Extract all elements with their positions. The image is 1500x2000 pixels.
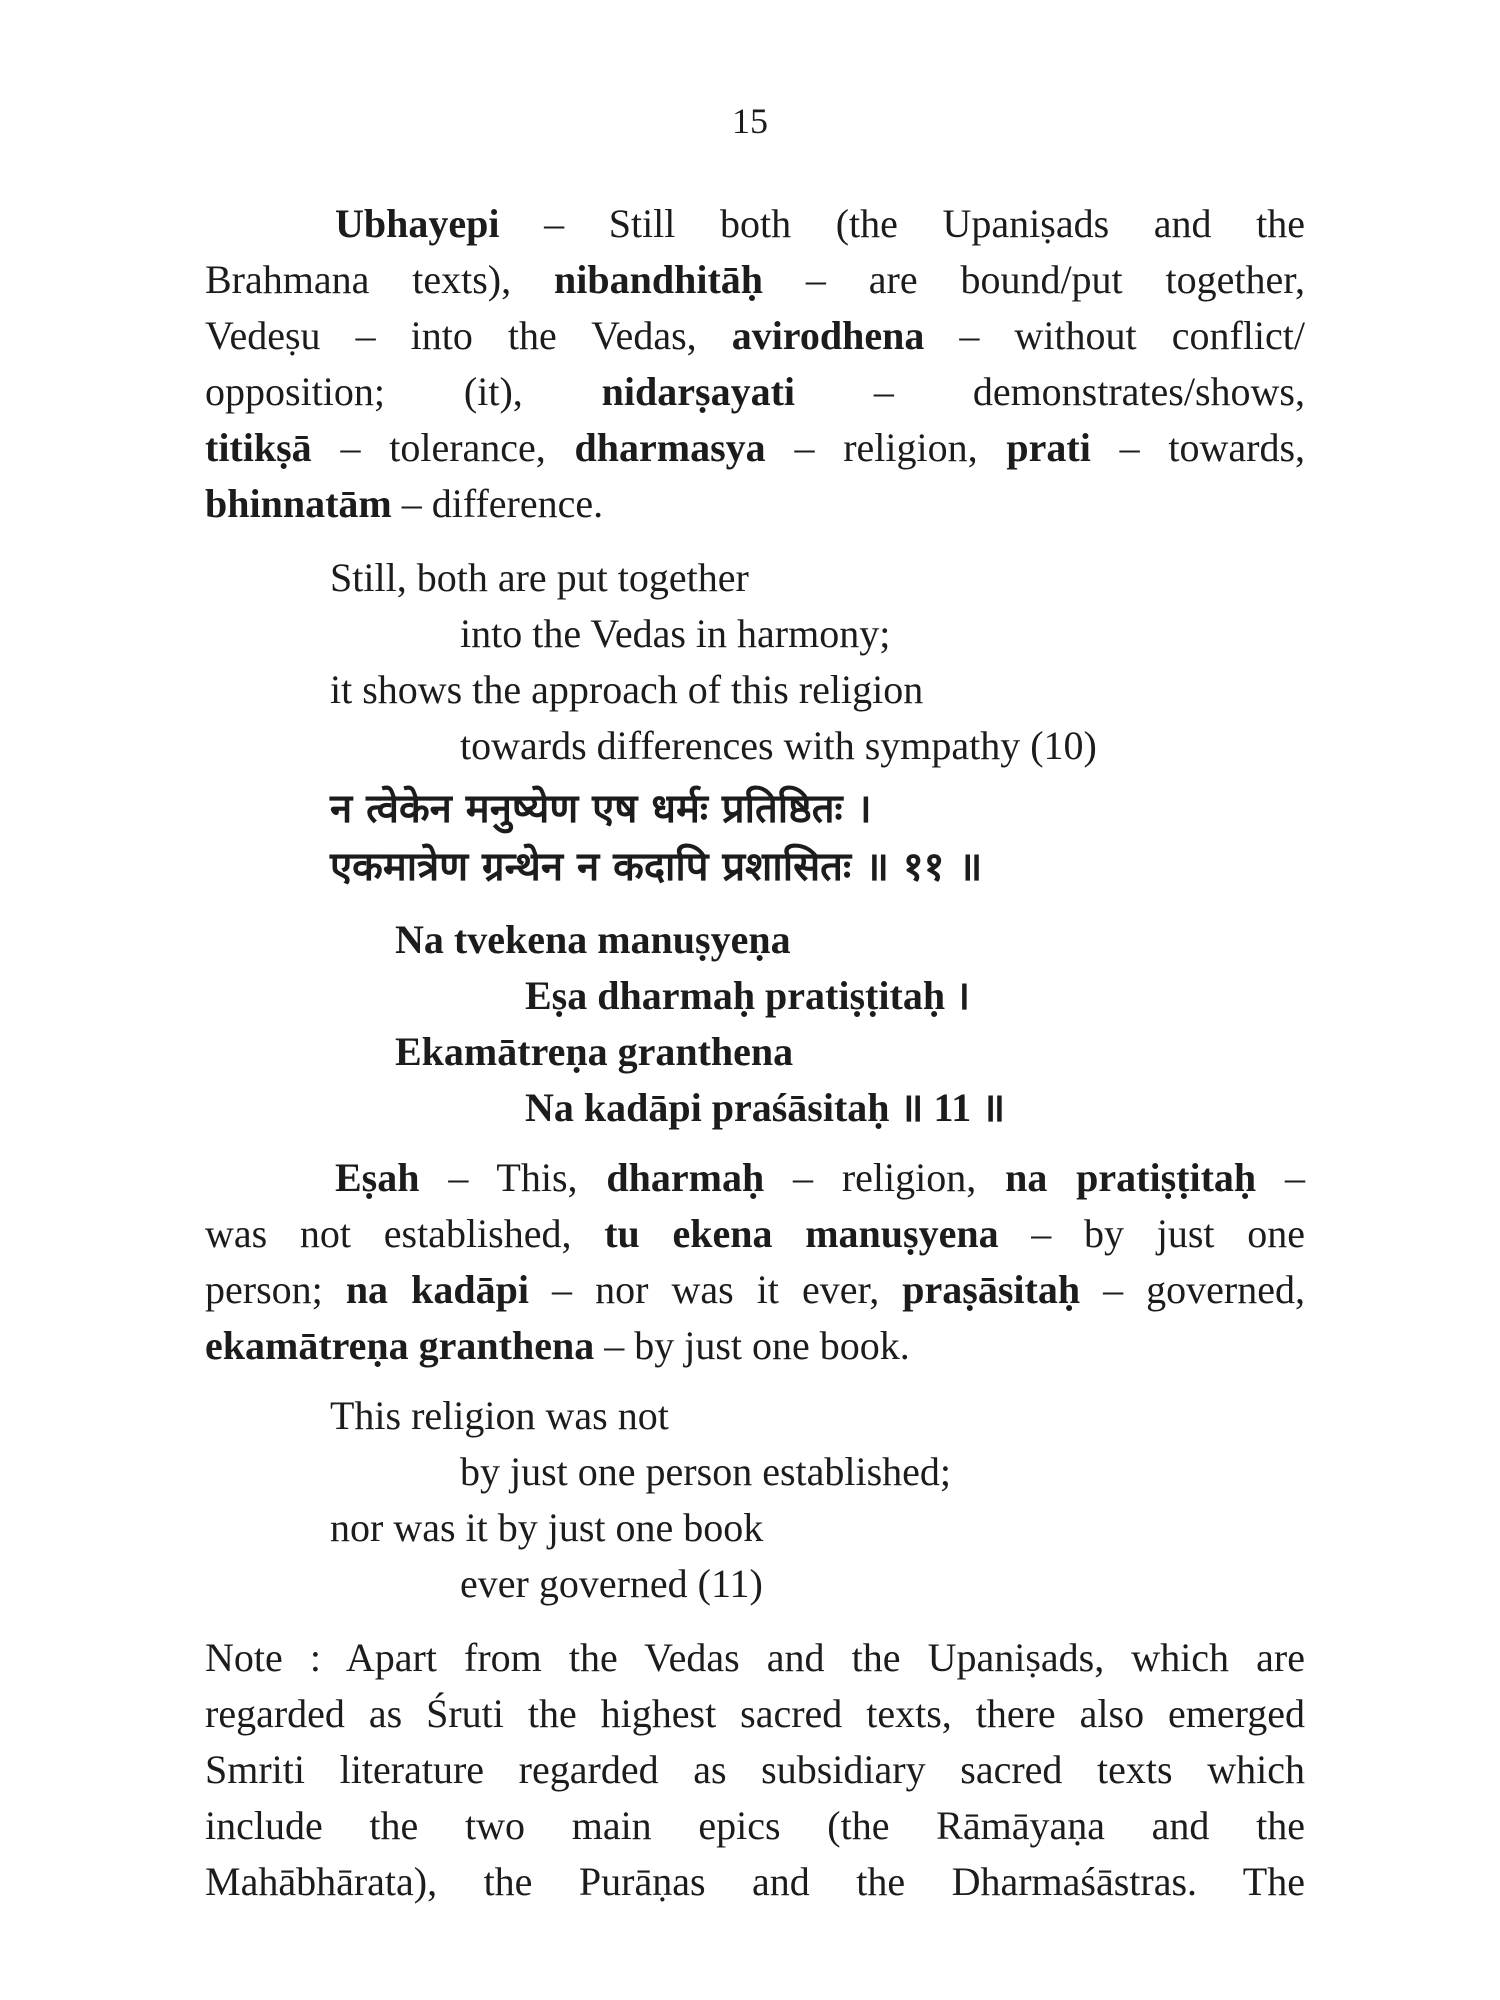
note-line: Smriti literature regarded as subsidiary sacred texts which bbox=[205, 1747, 1305, 1792]
glossary-line: Ubhayepi – Still both (the Upaniṣads and the bbox=[335, 201, 1305, 246]
glossary-paragraph-verse-11 bbox=[205, 1150, 1305, 1374]
note-line: regarded as Śruti the highest sacred texts, there also emerged bbox=[205, 1691, 1305, 1736]
glossary-line: person; na kadāpi – nor was it ever, praṣāsitaḥ – governed, bbox=[205, 1267, 1305, 1312]
translit-line: Na tvekena manuṣyeṇa bbox=[395, 917, 791, 962]
glossary-line: opposition; (it), nidarṣayati – demonstrates/shows, bbox=[205, 369, 1305, 414]
verse-line: into the Vedas in harmony; bbox=[460, 611, 891, 656]
translit-line: Ekamātreṇa granthena bbox=[395, 1029, 794, 1074]
glossary-line: titikṣā – tolerance, dharmasya – religion, prati – towards, bbox=[205, 425, 1306, 470]
verse-11-translation bbox=[330, 1388, 951, 1612]
glossary-line: Eṣah – This, dharmaḥ – religion, na pratiṣṭitaḥ – bbox=[335, 1155, 1305, 1200]
note-line: include the two main epics (the Rāmāyaṇa and the bbox=[205, 1803, 1305, 1848]
verse-line: Still, both are put together bbox=[330, 555, 749, 600]
glossary-line: bhinnatām – difference. bbox=[205, 481, 604, 526]
page-number: 15 bbox=[732, 101, 768, 141]
sanskrit-verse-11 bbox=[330, 780, 982, 896]
glossary-paragraph-verse-10 bbox=[205, 196, 1305, 532]
verse-line: towards differences with sympathy (10) bbox=[460, 723, 1097, 768]
verse-line: nor was it by just one book bbox=[330, 1505, 764, 1550]
verse-line: by just one person established; bbox=[460, 1449, 952, 1494]
verse-line: it shows the approach of this religion bbox=[330, 667, 924, 712]
glossary-line: ekamātreṇa granthena – by just one book. bbox=[205, 1323, 910, 1368]
sanskrit-line: एकमात्रेण ग्रन्थेन न कदापि प्रशासितः ॥ ११ ॥ bbox=[330, 844, 983, 890]
note-line: Mahābhārata), the Purāṇas and the Dharmaśāstras. The bbox=[205, 1859, 1305, 1904]
verse-line: This religion was not bbox=[330, 1393, 669, 1438]
transliteration-verse-11 bbox=[395, 912, 1005, 1136]
glossary-line: Brahmana texts), nibandhitāḥ – are bound/put together, bbox=[205, 257, 1305, 302]
translit-line: Eṣa dharmaḥ pratiṣṭitaḥ । bbox=[525, 973, 971, 1018]
sanskrit-line: न त्वेकेन मनुष्येण एष धर्मः प्रतिष्ठितः । bbox=[330, 786, 872, 832]
note-line: Note : Apart from the Vedas and the Upaniṣads, which are bbox=[205, 1635, 1305, 1680]
glossary-line: Vedeṣu – into the Vedas, avirodhena – without conflict/ bbox=[205, 313, 1305, 358]
verse-10-translation bbox=[330, 550, 1097, 774]
translit-line: Na kadāpi praśāsitaḥ ॥ 11 ॥ bbox=[525, 1085, 1006, 1130]
verse-line: ever governed (11) bbox=[460, 1561, 763, 1606]
note-paragraph bbox=[205, 1630, 1305, 1910]
glossary-line: was not established, tu ekena manuṣyena – by just one bbox=[205, 1211, 1306, 1256]
